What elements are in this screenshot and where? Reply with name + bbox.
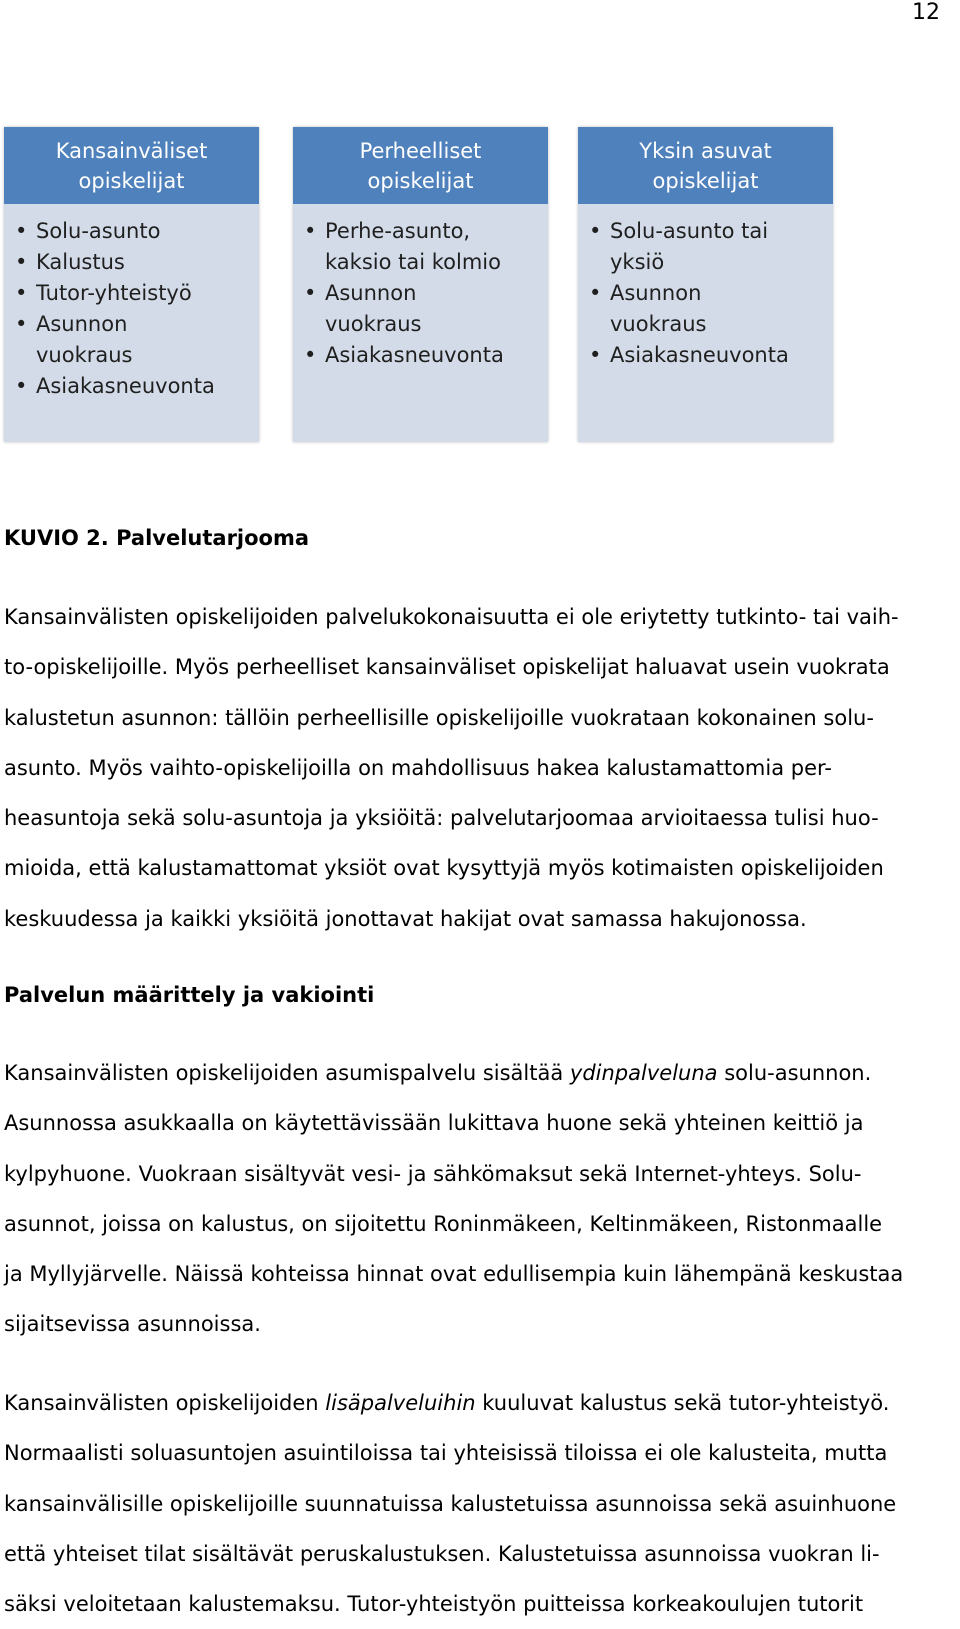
list-item: • Asiakasneuvonta bbox=[325, 340, 542, 371]
text-line: mioida, että kalustamattomat yksiöt ovat kysyttyjä myös kotimaisten opiskelijoiden bbox=[4, 856, 884, 881]
text-run: solu-asunnon. bbox=[717, 1061, 872, 1085]
box-title-line: Kansainväliset bbox=[55, 138, 208, 163]
paragraph-1 bbox=[4, 592, 952, 944]
italic-term: lisäpalveluihin bbox=[325, 1391, 476, 1415]
box-title-line: opiskelijat bbox=[78, 168, 185, 193]
list-item: • Tutor-yhteistyö bbox=[36, 278, 253, 309]
box-header bbox=[4, 127, 259, 204]
box-header bbox=[293, 127, 548, 204]
list-item: • Asiakasneuvonta bbox=[610, 340, 827, 371]
list-item: • Perhe-asunto, kaksio tai kolmio bbox=[325, 216, 515, 278]
text-line: säksi veloitetaan kalustemaksu. Tutor-yhteistyön puitteissa korkeakoulujen tutorit bbox=[4, 1592, 864, 1617]
text-line: kansainvälisille opiskelijoille suunnatuissa kalustetuissa asunnoissa sekä asuinhuone bbox=[4, 1491, 897, 1516]
box-title-line: opiskelijat bbox=[652, 168, 759, 193]
text-run: kuuluvat kalustus sekä tutor-yhteistyö. bbox=[475, 1391, 890, 1415]
box-title-line: Yksin asuvat bbox=[639, 138, 772, 163]
box-family-students bbox=[293, 127, 548, 442]
text-line bbox=[4, 1048, 952, 1098]
figure-caption: KUVIO 2. Palvelutarjooma bbox=[4, 526, 310, 550]
text-line: to-opiskelijoille. Myös perheelliset kansainväliset opiskelijat haluavat usein vuokrata bbox=[4, 655, 890, 680]
text-line bbox=[4, 1378, 952, 1428]
text-line: ja Myllyjärvelle. Näissä kohteissa hinnat ovat edullisempia kuin lähempänä keskustaa bbox=[4, 1262, 904, 1287]
box-item-list bbox=[4, 204, 259, 402]
box-title-line: opiskelijat bbox=[367, 168, 474, 193]
list-item: • Asunnon vuokraus bbox=[325, 278, 435, 340]
text-line: asunnot, joissa on kalustus, on sijoitettu Roninmäkeen, Keltinmäkeen, Ristonmaalle bbox=[4, 1211, 883, 1236]
service-offering-figure bbox=[4, 127, 834, 442]
list-item: • Asunnon vuokraus bbox=[36, 309, 146, 371]
list-item: • Asiakasneuvonta bbox=[36, 371, 253, 402]
paragraph-3 bbox=[4, 1378, 952, 1629]
text-line: Kansainvälisten opiskelijoiden palvelukokonaisuutta ei ole eriytetty tutkinto- tai vaih- bbox=[4, 605, 899, 629]
list-item: • Solu-asunto bbox=[36, 216, 253, 247]
italic-term: ydinpalveluna bbox=[569, 1061, 718, 1085]
list-item: • Solu-asunto tai yksiö bbox=[610, 216, 780, 278]
box-single-students bbox=[578, 127, 833, 442]
text-line: sijaitsevissa asunnoissa. bbox=[4, 1312, 261, 1337]
text-line: kalustetun asunnon: tällöin perheellisille opiskelijoille vuokrataan kokonainen solu- bbox=[4, 705, 874, 730]
text-line: Normaalisti soluasuntojen asuintiloissa tai yhteisissä tiloissa ei ole kalusteita, mutta bbox=[4, 1441, 888, 1466]
box-title-line: Perheelliset bbox=[359, 138, 482, 163]
list-item: • Kalustus bbox=[36, 247, 253, 278]
text-run: Kansainvälisten opiskelijoiden bbox=[4, 1391, 326, 1415]
text-run: Kansainvälisten opiskelijoiden asumispalvelu sisältää bbox=[4, 1061, 570, 1085]
box-international-students bbox=[4, 127, 259, 442]
paragraph-2 bbox=[4, 1048, 952, 1350]
text-line: keskuudessa ja kaikki yksiöitä jonottavat hakijat ovat samassa hakujonossa. bbox=[4, 906, 807, 931]
text-line: Asunnossa asukkaalla on käytettävissään lukittava huone sekä yhteinen keittiö ja bbox=[4, 1111, 864, 1136]
section-heading: Palvelun määrittely ja vakiointi bbox=[4, 983, 375, 1007]
page-number: 12 bbox=[912, 0, 940, 25]
text-line: että yhteiset tilat sisältävät peruskalustuksen. Kalustetuissa asunnoissa vuokran li- bbox=[4, 1541, 880, 1566]
list-item: • Asunnon vuokraus bbox=[610, 278, 720, 340]
box-header bbox=[578, 127, 833, 204]
text-line: asunto. Myös vaihto-opiskelijoilla on mahdollisuus hakea kalustamattomia per- bbox=[4, 755, 832, 780]
text-line: kylpyhuone. Vuokraan sisältyvät vesi- ja sähkömaksut sekä Internet-yhteys. Solu- bbox=[4, 1161, 862, 1186]
box-item-list bbox=[578, 204, 833, 371]
text-line: heasuntoja sekä solu-asuntoja ja yksiöitä: palvelutarjoomaa arvioitaessa tulisi huo- bbox=[4, 806, 879, 831]
box-item-list bbox=[293, 204, 548, 371]
